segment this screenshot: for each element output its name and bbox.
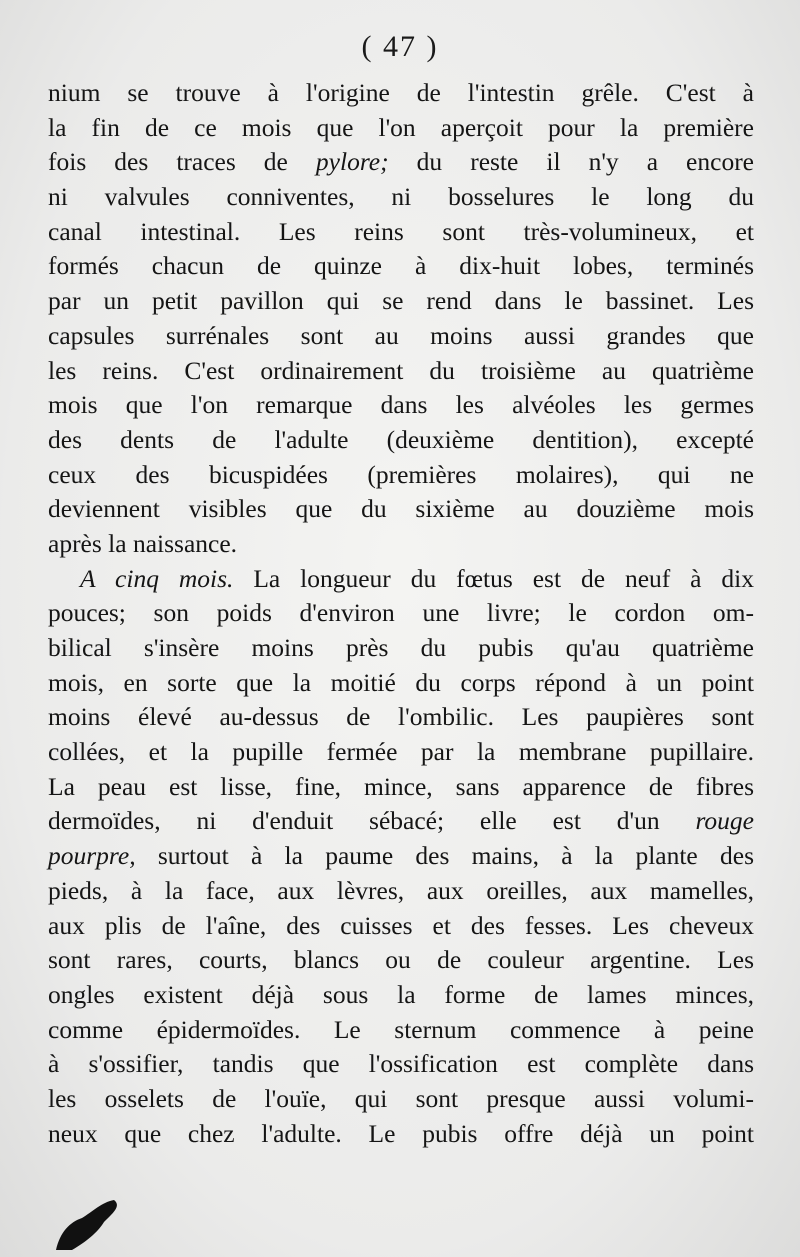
text-line: pourpre, surtout à la paume des mains, à la plante des	[48, 841, 754, 871]
text-line: après la naissance.	[48, 528, 238, 558]
italic-term: pourpre,	[48, 841, 136, 871]
text-line: des dents de l'adulte (deuxième dentition), excepté	[48, 424, 754, 454]
text-line: par un petit pavillon qui se rend dans le bassinet. Les	[48, 286, 754, 316]
text-line: dermoïdes, ni d'enduit sébacé; elle est d'un rouge	[48, 806, 754, 836]
body-text	[48, 76, 754, 1151]
text-line: mois, en sorte que la moitié du corps répond à un point	[48, 667, 754, 697]
text-line: collées, et la pupille fermée par la membrane pupillaire.	[48, 737, 754, 767]
text-line: les reins. C'est ordinairement du troisième au quatrième	[48, 355, 754, 385]
text-line: A cinq mois. La longueur du fœtus est de neuf à dix	[80, 563, 754, 593]
text-line: à s'ossifier, tandis que l'ossification est complète dans	[48, 1049, 754, 1079]
text-line: ceux des bicuspidées (premières molaires), qui ne	[48, 459, 754, 489]
page-number: ( 47 )	[361, 30, 439, 63]
text-line: moins élevé au-dessus de l'ombilic. Les paupières sont	[48, 702, 754, 732]
italic-term: pylore;	[315, 147, 389, 177]
text-line: la fin de ce mois que l'on aperçoit pour la première	[48, 112, 754, 142]
italic-term: A cinq mois.	[80, 563, 234, 593]
text-line: fois des traces de pylore; du reste il n'y a encore	[48, 147, 755, 177]
text-line: formés chacun de quinze à dix-huit lobes, terminés	[48, 251, 754, 281]
text-line: aux plis de l'aîne, des cuisses et des fesses. Les cheveux	[48, 910, 754, 940]
text-line: nium se trouve à l'origine de l'intestin grêle. C'est à	[48, 78, 754, 107]
text-line: bilical s'insère moins près du pubis qu'au quatrième	[48, 633, 754, 662]
text-line: comme épidermoïdes. Le sternum commence à peine	[48, 1014, 754, 1044]
text-line: neux que chez l'adulte. Le pubis offre déjà un point	[48, 1118, 754, 1148]
text-line: La peau est lisse, fine, mince, sans apparence de fibres	[48, 771, 754, 801]
text-line: canal intestinal. Les reins sont très-volumineux, et	[48, 216, 754, 246]
italic-term: rouge	[695, 806, 754, 836]
text-line: deviennent visibles que du sixième au douzième mois	[48, 494, 754, 524]
text-line: ni valvules conniventes, ni bosselures le long du	[48, 182, 754, 212]
text-line: les osselets de l'ouïe, qui sont presque aussi volumi-	[48, 1083, 754, 1113]
text-line: ongles existent déjà sous la forme de lames minces,	[48, 979, 754, 1009]
text-line: mois que l'on remarque dans les alvéoles les germes	[48, 390, 754, 420]
text-line: pieds, à la face, aux lèvres, aux oreilles, aux mamelles,	[48, 875, 754, 905]
ink-blot	[52, 1192, 132, 1252]
text-line: pouces; son poids d'environ une livre; le cordon om-	[48, 598, 754, 628]
text-line: sont rares, courts, blancs ou de couleur argentine. Les	[48, 945, 754, 975]
text-line: capsules surrénales sont au moins aussi grandes que	[48, 320, 754, 350]
